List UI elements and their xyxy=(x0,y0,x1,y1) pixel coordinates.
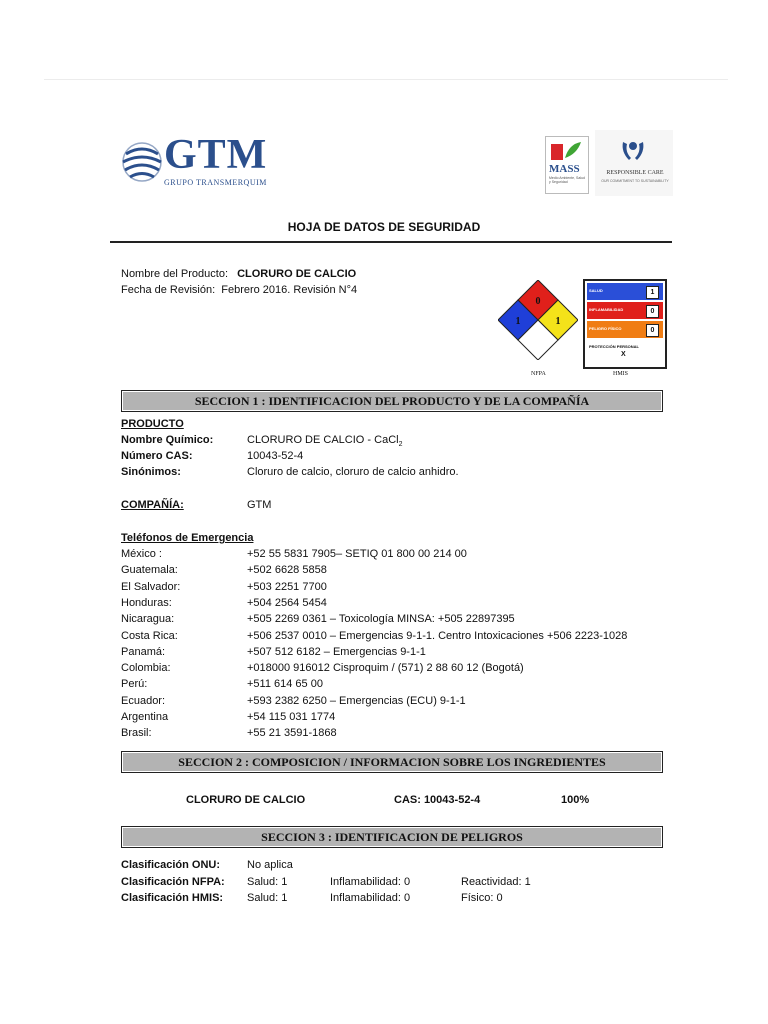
emergency-phone-number: +505 2269 0361 – Toxicología MINSA: +505 22897395 xyxy=(247,613,515,626)
ingredient-percent: 100% xyxy=(561,794,590,806)
emergency-phone-country: Brasil: xyxy=(121,727,152,740)
hmis-classification-label: Clasificación HMIS: xyxy=(121,892,224,904)
emergency-phone-row xyxy=(121,629,628,642)
hmis-label-box xyxy=(583,279,667,369)
emergency-phone-row xyxy=(121,662,524,675)
revision-date-label: Fecha de Revisión: xyxy=(121,284,216,296)
onu-classification-row xyxy=(121,859,293,871)
hmis-flammability-label: INFLAMABILIDAD xyxy=(589,307,624,312)
nfpa-classification-flammability: Inflamabilidad: 0 xyxy=(330,876,411,888)
responsible-care-hands-icon xyxy=(619,138,647,164)
hmis-physical-value: 0 xyxy=(646,324,659,337)
chemical-name-row xyxy=(121,434,403,449)
nfpa-flammability-value: 0 xyxy=(535,296,541,307)
product-name-value: CLORURO DE CALCIO xyxy=(237,268,357,280)
onu-classification-value: No aplica xyxy=(247,859,293,871)
title-underline xyxy=(110,241,672,243)
responsible-care-text: RESPONSIBLE CARE xyxy=(606,170,664,176)
chemical-name-label: Nombre Químico: xyxy=(121,434,214,446)
chemical-formula-subscript: 2 xyxy=(398,441,403,449)
emergency-phone-country: Colombia: xyxy=(121,662,171,675)
emergency-phone-country: Ecuador: xyxy=(121,694,166,707)
hmis-flammability-value: 0 xyxy=(646,305,659,318)
emergency-phone-country: Panamá: xyxy=(121,645,166,658)
gtm-logo xyxy=(120,132,280,192)
emergency-phone-row xyxy=(121,564,327,577)
nfpa-health-value: 1 xyxy=(515,316,521,327)
ingredient-cas: CAS: 10043-52-4 xyxy=(394,794,481,806)
emergency-phone-number: +018000 916012 Cisproquim / (571) 2 88 60 12 (Bogotá) xyxy=(247,662,524,675)
emergency-phone-country: Perú: xyxy=(121,678,148,691)
company-value: GTM xyxy=(247,499,272,511)
gtm-logo-text: GTM xyxy=(164,132,268,178)
synonyms-label: Sinónimos: xyxy=(121,466,181,478)
emergency-phone-country: Honduras: xyxy=(121,596,172,609)
emergency-phone-number: +593 2382 6250 – Emergencias (ECU) 9-1-1 xyxy=(247,694,466,707)
emergency-phone-row xyxy=(121,711,336,723)
nfpa-classification-reactivity: Reactividad: 1 xyxy=(461,876,531,888)
chemical-name-value: CLORURO DE CALCIO - CaCl xyxy=(247,434,399,446)
emergency-phone-row xyxy=(121,548,467,560)
emergency-phone-number: +503 2251 7700 xyxy=(247,580,327,593)
emergency-phone-row xyxy=(121,727,337,740)
nfpa-classification-health: Salud: 1 xyxy=(247,876,288,888)
revision-date-value: Febrero 2016. Revisión N°4 xyxy=(221,284,358,296)
emergency-phone-number: +504 2564 5454 xyxy=(247,596,327,609)
emergency-phone-row xyxy=(121,596,327,609)
hmis-flammability-row xyxy=(587,302,663,319)
nfpa-classification-row xyxy=(121,876,531,888)
revision-date-line xyxy=(121,284,357,296)
emergency-phones-heading: Teléfonos de Emergencia xyxy=(121,532,254,544)
synonyms-value: Cloruro de calcio, cloruro de calcio anhidro. xyxy=(247,466,459,478)
section-2-header: SECCION 2 : COMPOSICION / INFORMACION SOBRE LOS INGREDIENTES xyxy=(121,751,663,773)
hmis-health-row xyxy=(587,283,663,300)
section-1-header: SECCION 1 : IDENTIFICACION DEL PRODUCTO Y DE LA COMPAÑÍA xyxy=(121,390,663,412)
emergency-phone-country: Argentina xyxy=(121,711,169,723)
mass-logo-text: MASS xyxy=(549,163,580,175)
emergency-phone-country: Nicaragua: xyxy=(121,613,175,626)
document-title: HOJA DE DATOS DE SEGURIDAD xyxy=(287,220,481,234)
emergency-phone-row xyxy=(121,645,426,658)
cas-number-value: 10043-52-4 xyxy=(247,450,304,462)
hmis-classification-row xyxy=(121,892,503,904)
emergency-phone-number: +52 55 5831 7905– SETIQ 01 800 00 214 00 xyxy=(247,548,467,560)
onu-classification-label: Clasificación ONU: xyxy=(121,859,221,871)
hmis-classification-flammability: Inflamabilidad: 0 xyxy=(330,892,411,904)
responsible-care-subtext: OUR COMMITMENT TO SUSTAINABILITY xyxy=(601,179,669,183)
nfpa-diamond xyxy=(498,280,578,360)
cas-number-label: Número CAS: xyxy=(121,450,193,462)
emergency-phone-row xyxy=(121,694,466,707)
emergency-phone-number: +55 21 3591-1868 xyxy=(247,727,337,740)
ingredient-name: CLORURO DE CALCIO xyxy=(186,794,306,806)
hand-leaf-icon xyxy=(549,140,583,162)
emergency-phone-number: +506 2537 0010 – Emergencias 9-1-1. Centro Intoxicaciones +506 2223-1028 xyxy=(247,629,628,642)
mass-logo xyxy=(545,136,589,194)
hmis-classification-health: Salud: 1 xyxy=(247,892,288,904)
nfpa-reactivity-value: 1 xyxy=(555,316,561,327)
emergency-phone-country: Guatemala: xyxy=(121,564,178,577)
emergency-phone-row xyxy=(121,678,323,691)
gtm-logo-subtext: GRUPO TRANSMERQUIM xyxy=(164,178,267,187)
emergency-phone-country: México : xyxy=(121,548,162,560)
mass-logo-subtext: Medio Ambiente, Salud y Seguridad xyxy=(549,176,585,184)
emergency-phone-number: +507 512 6182 – Emergencias 9-1-1 xyxy=(247,645,426,658)
nfpa-classification-label: Clasificación NFPA: xyxy=(121,876,225,888)
chemical-name-value-wrap xyxy=(247,434,402,448)
emergency-phone-country: El Salvador: xyxy=(121,580,181,593)
product-name-label: Nombre del Producto: xyxy=(121,268,228,280)
emergency-phone-row xyxy=(121,580,327,593)
hmis-ppe-value: X xyxy=(621,351,626,358)
gtm-globe-icon xyxy=(120,140,164,184)
synonyms-row xyxy=(121,466,459,478)
hmis-label: HMIS xyxy=(613,371,629,377)
hmis-health-label: SALUD xyxy=(589,288,603,293)
hmis-classification-physical: Físico: 0 xyxy=(461,892,503,904)
hmis-physical-label: PELIGRO FÍSICO xyxy=(589,326,622,331)
company-label: COMPAÑÍA: xyxy=(121,499,184,511)
emergency-phone-number: +511 614 65 00 xyxy=(247,678,323,691)
emergency-phone-number: +502 6628 5858 xyxy=(247,564,327,577)
product-name-line xyxy=(121,268,356,280)
page-top-divider xyxy=(44,79,728,80)
responsible-care-logo xyxy=(595,130,673,196)
hmis-ppe-label: PROTECCIÓN PERSONAL xyxy=(589,344,640,349)
emergency-phone-country: Costa Rica: xyxy=(121,629,178,642)
nfpa-label: NFPA xyxy=(531,371,546,377)
section-3-header: SECCION 3 : IDENTIFICACION DE PELIGROS xyxy=(121,826,663,848)
emergency-phone-row xyxy=(121,613,515,626)
cas-number-row xyxy=(121,450,304,462)
hmis-health-value: 1 xyxy=(646,286,659,299)
emergency-phone-number: +54 115 031 1774 xyxy=(247,711,336,723)
company-row xyxy=(121,499,272,511)
hmis-ppe-row xyxy=(587,341,663,363)
hmis-physical-row xyxy=(587,321,663,338)
product-heading: PRODUCTO xyxy=(121,418,184,430)
